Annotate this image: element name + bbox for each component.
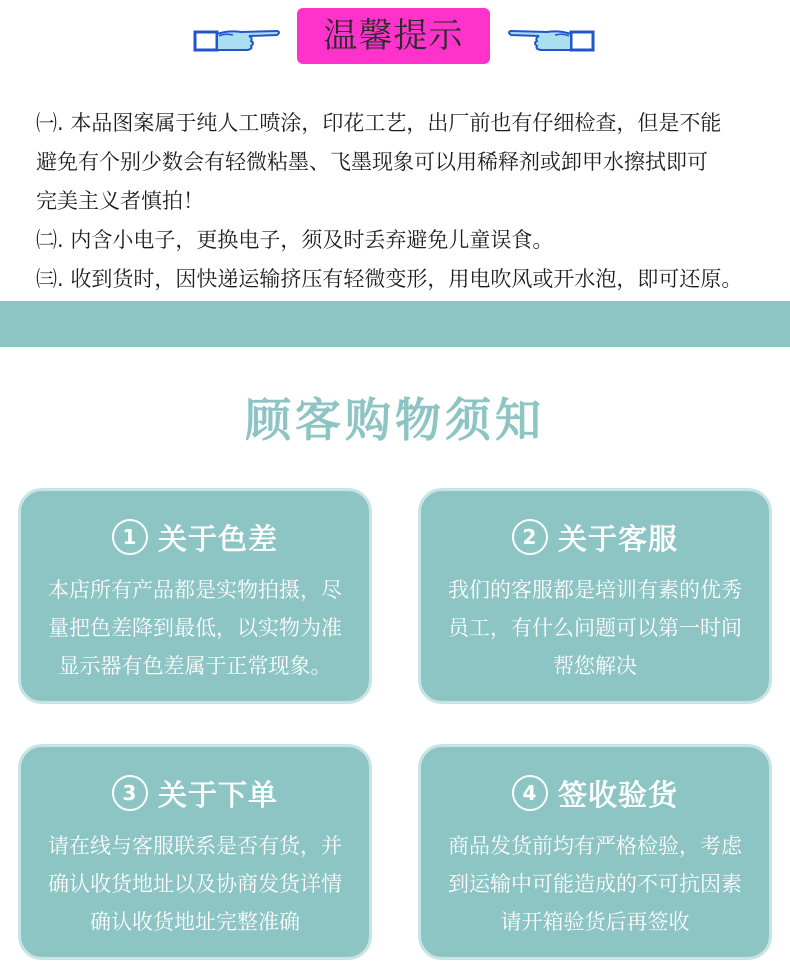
card-header xyxy=(21,771,369,815)
pointing-hand-right-icon xyxy=(193,24,283,54)
card-body xyxy=(421,827,769,941)
notice-line: ㈡. 内含小电子，更换电子，须及时丢弃避免儿童误食。 xyxy=(36,228,554,252)
card-text-line: 商品发货前均有严格检验，考虑 xyxy=(448,834,742,858)
number-badge: 2 xyxy=(512,519,548,555)
card-text-line: 请在线与客服联系是否有货，并 xyxy=(48,834,342,858)
info-card-ordering xyxy=(18,744,372,960)
info-card-receipt-inspection xyxy=(418,744,772,960)
card-text-line: 员工，有什么问题可以第一时间 xyxy=(448,616,742,640)
card-text-line: 到运输中可能造成的不可抗因素 xyxy=(448,872,742,896)
card-text-line: 确认收货地址完整准确 xyxy=(90,910,300,934)
notice-line: 避免有个别少数会有轻微粘墨、飞墨现象可以用稀释剂或卸甲水擦拭即可 xyxy=(36,150,708,174)
card-header xyxy=(421,771,769,815)
info-card-customer-service xyxy=(418,488,772,704)
card-title: 关于客服 xyxy=(557,521,678,556)
number-badge: 3 xyxy=(112,775,148,811)
section-title: 顾客购物须知 xyxy=(245,393,545,447)
card-text-line: 请开箱验货后再签收 xyxy=(500,910,690,934)
card-body xyxy=(421,571,769,685)
banner-title: 温馨提示 xyxy=(297,8,490,64)
card-body xyxy=(21,827,369,941)
card-title: 关于色差 xyxy=(157,521,278,556)
card-text-line: 本店所有产品都是实物拍摄，尽 xyxy=(48,578,342,602)
card-header xyxy=(21,515,369,559)
card-text-line: 帮您解决 xyxy=(553,654,637,678)
notice-list xyxy=(36,104,776,299)
notice-line: ㈢. 收到货时，因快递运输挤压有轻微变形，用电吹风或开水泡，即可还原。 xyxy=(36,267,743,291)
card-title: 关于下单 xyxy=(157,777,278,812)
pointing-hand-left-icon xyxy=(505,24,595,54)
card-header xyxy=(421,515,769,559)
number-badge: 1 xyxy=(112,519,148,555)
card-text-line: 确认收货地址以及协商发货详情 xyxy=(48,872,342,896)
number-badge: 4 xyxy=(512,775,548,811)
divider-band xyxy=(0,301,790,347)
card-title: 签收验货 xyxy=(557,777,678,812)
card-text-line: 我们的客服都是培训有素的优秀 xyxy=(448,578,742,602)
card-text-line: 量把色差降到最低，以实物为准 xyxy=(48,616,342,640)
notice-line: ㈠. 本品图案属于纯人工喷涂，印花工艺，出厂前也有仔细检查，但是不能 xyxy=(36,111,722,135)
card-text-line: 显示器有色差属于正常现象。 xyxy=(58,654,332,678)
card-body xyxy=(21,571,369,685)
notice-line: 完美主义者慎拍！ xyxy=(36,189,204,213)
info-card-color-difference xyxy=(18,488,372,704)
